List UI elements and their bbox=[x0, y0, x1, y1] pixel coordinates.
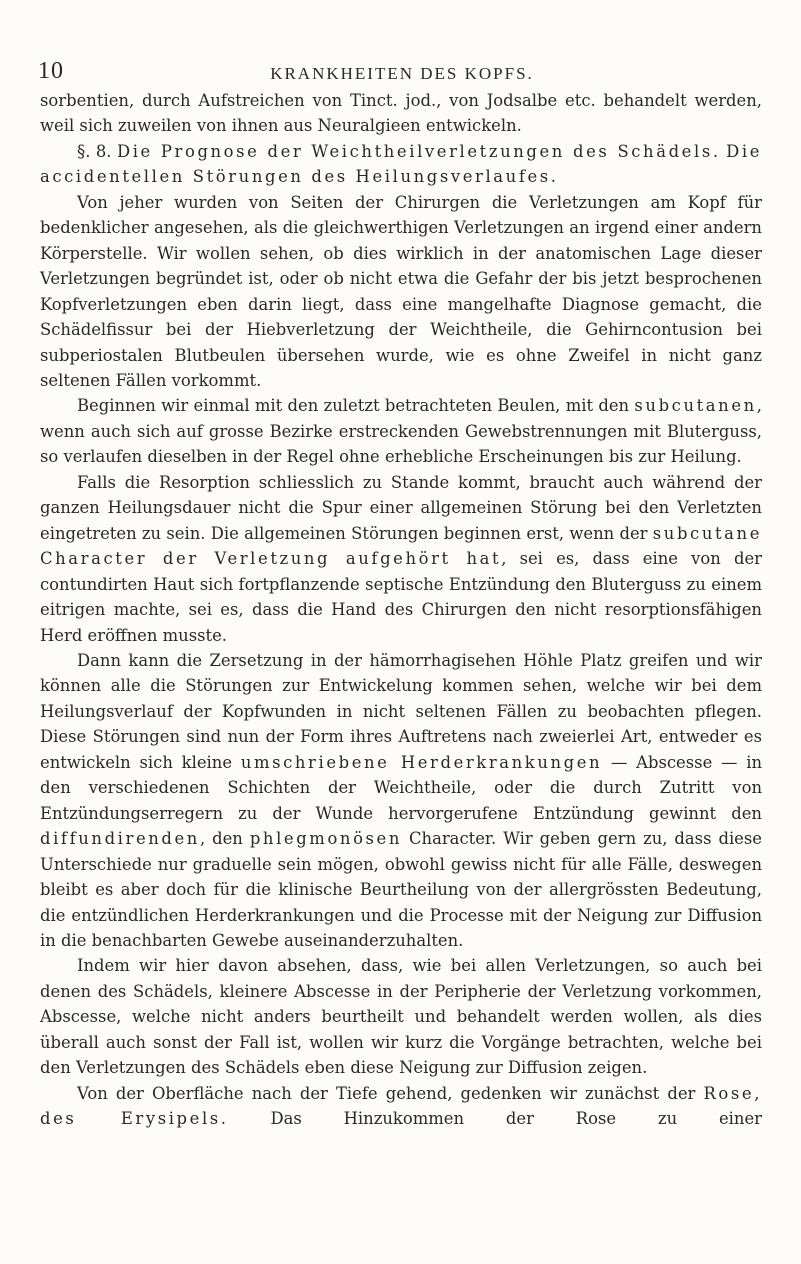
emphasized-term: Rose, des Erysipels. bbox=[40, 1083, 762, 1129]
paragraph-text-before: Falls die Resorption schliesslich zu Stande kommt, braucht auch während der ganzen Heilungsdauer nicht die Spur einer allgemeinen Störung bei den Verletzten eingetreten zu sein. Die allgemeinen Störungen beginnen erst, wenn der bbox=[40, 472, 762, 543]
paragraph-text-middle: , den bbox=[199, 829, 243, 849]
emphasized-term: subcutanen bbox=[634, 396, 757, 416]
paragraph-text: Indem wir hier davon absehen, dass, wie bei allen Verletzungen, so auch bei denen des Schädels, kleinere Abscesse in der Peripherie der Verletzung vorkommen, Abscesse, welche nicht anders beurtheilt und behandelt werden wollen, als dies überall auch sonst der Fall ist, wollen wir kurz die Vorgänge betrachten, welche bei den Verletzungen des Schädels eben diese Neigung zur Diffusion zeigen. bbox=[40, 956, 762, 1078]
emphasized-term: phlegmonösen bbox=[249, 829, 403, 849]
paragraph-text-after: , sei es, dass eine von der contundirten Haut sich fortpflanzende septische Entzündung den Bluterguss zu einem eitrigen machte, sei es, dass die Hand des Chirurgen den nicht resorptionsfähigen Herd eröffnen musste. bbox=[40, 549, 762, 645]
section-heading bbox=[40, 139, 762, 190]
paragraph-text-after: Character. Wir geben gern zu, dass diese Unterschiede nur graduelle sein mögen, obwohl gewiss nicht für alle Fälle, deswegen bleibt es aber doch für die klinische Beurtheilung von der allergrössten Bedeutung, die entzündlichen Herderkrankungen und die Processe mit der Neigung zur Diffusion in die benachbarten Gewebe auseinanderzuhalten. bbox=[40, 829, 762, 950]
section-subtitle: Die accidentellen Störungen des Heilungsverlaufes. bbox=[40, 141, 762, 187]
page-number: 10 bbox=[38, 58, 64, 84]
running-title: KRANKHEITEN DES KOPFS. bbox=[270, 64, 534, 83]
paragraph-text-middle: — Abscesse — in den verschiedenen Schichten der Weichtheile, oder die durch Zutritt von Entzündungserregern zu der Wunde hervorgerufene Entzündung gewinnt den bbox=[40, 752, 763, 823]
paragraph-text: sorbentien, durch Aufstreichen von Tinct. jod., von Jodsalbe etc. behandelt werden, weil sich zuweilen von ihnen aus Neuralgieen entwickeln. bbox=[40, 91, 762, 136]
paragraph-text-before: Dann kann die Zersetzung in der hämorrhagisehen Höhle Platz greifen und wir können alle die Störungen zur Entwickelung kommen sehen, welche wir bei dem Heilungsverlauf der Kopfwunden in nicht seltenen Fällen zu beobachten pflegen. Diese Störungen sind nun der Form ihres Auftretens nach zweierlei Art, entweder es entwickeln sich kleine bbox=[40, 650, 762, 772]
paragraph-text-after: Das Hinzukommen der Rose zu einer bbox=[270, 1109, 763, 1129]
paragraph-6 bbox=[40, 648, 762, 953]
paragraph-3 bbox=[40, 190, 762, 394]
paragraph-text-before: Von der Oberfläche nach der Tiefe gehend, gedenken wir zunächst der bbox=[77, 1083, 696, 1103]
emphasized-term: umschriebene Herderkrankungen bbox=[240, 752, 603, 772]
emphasized-term: diffundirenden bbox=[40, 829, 200, 849]
page-header bbox=[38, 58, 766, 88]
paragraph-7 bbox=[40, 953, 762, 1080]
paragraph-4 bbox=[40, 393, 762, 469]
paragraph-1 bbox=[40, 88, 762, 139]
section-mark: §. 8. bbox=[77, 141, 112, 161]
section-title: Die Prognose der Weichtheilverletzungen des Schädels. bbox=[116, 141, 721, 161]
paragraph-text-before: Beginnen wir einmal mit den zuletzt betrachteten Beulen, mit den bbox=[77, 396, 630, 416]
paragraph-5 bbox=[40, 470, 762, 648]
emphasized-term: subcutane Character der Verletzung aufgehört hat bbox=[40, 523, 762, 569]
paragraph-text: Von jeher wurden von Seiten der Chirurgen die Verletzungen am Kopf für bedenklicher angesehen, als die gleichwerthigen Verletzungen an irgend einer andern Körperstelle. Wir wollen sehen, ob dies wirklich in der anatomischen Lage dieser Verletzungen begründet ist, oder ob nicht etwa die Gefahr der bis jetzt besprochenen Kopfverletzungen eben darin liegt, dass eine mangelhafte Diagnose gemacht, die Schädelfissur bei der Hiebverletzung der Weichtheile, die Gehirncontusion bei subperiostalen Blutbeulen übersehen wurde, wie es ohne Zweifel in nicht ganz seltenen Fällen vorkommt. bbox=[40, 192, 762, 390]
paragraph-text-after: , wenn auch sich auf grosse Bezirke erstreckenden Gewebstrennungen mit Bluterguss, so verlaufen dieselben in der Regel ohne erhebliche Erscheinungen bis zur Heilung. bbox=[40, 396, 762, 467]
body-text bbox=[40, 88, 762, 1132]
paragraph-8 bbox=[40, 1081, 762, 1132]
